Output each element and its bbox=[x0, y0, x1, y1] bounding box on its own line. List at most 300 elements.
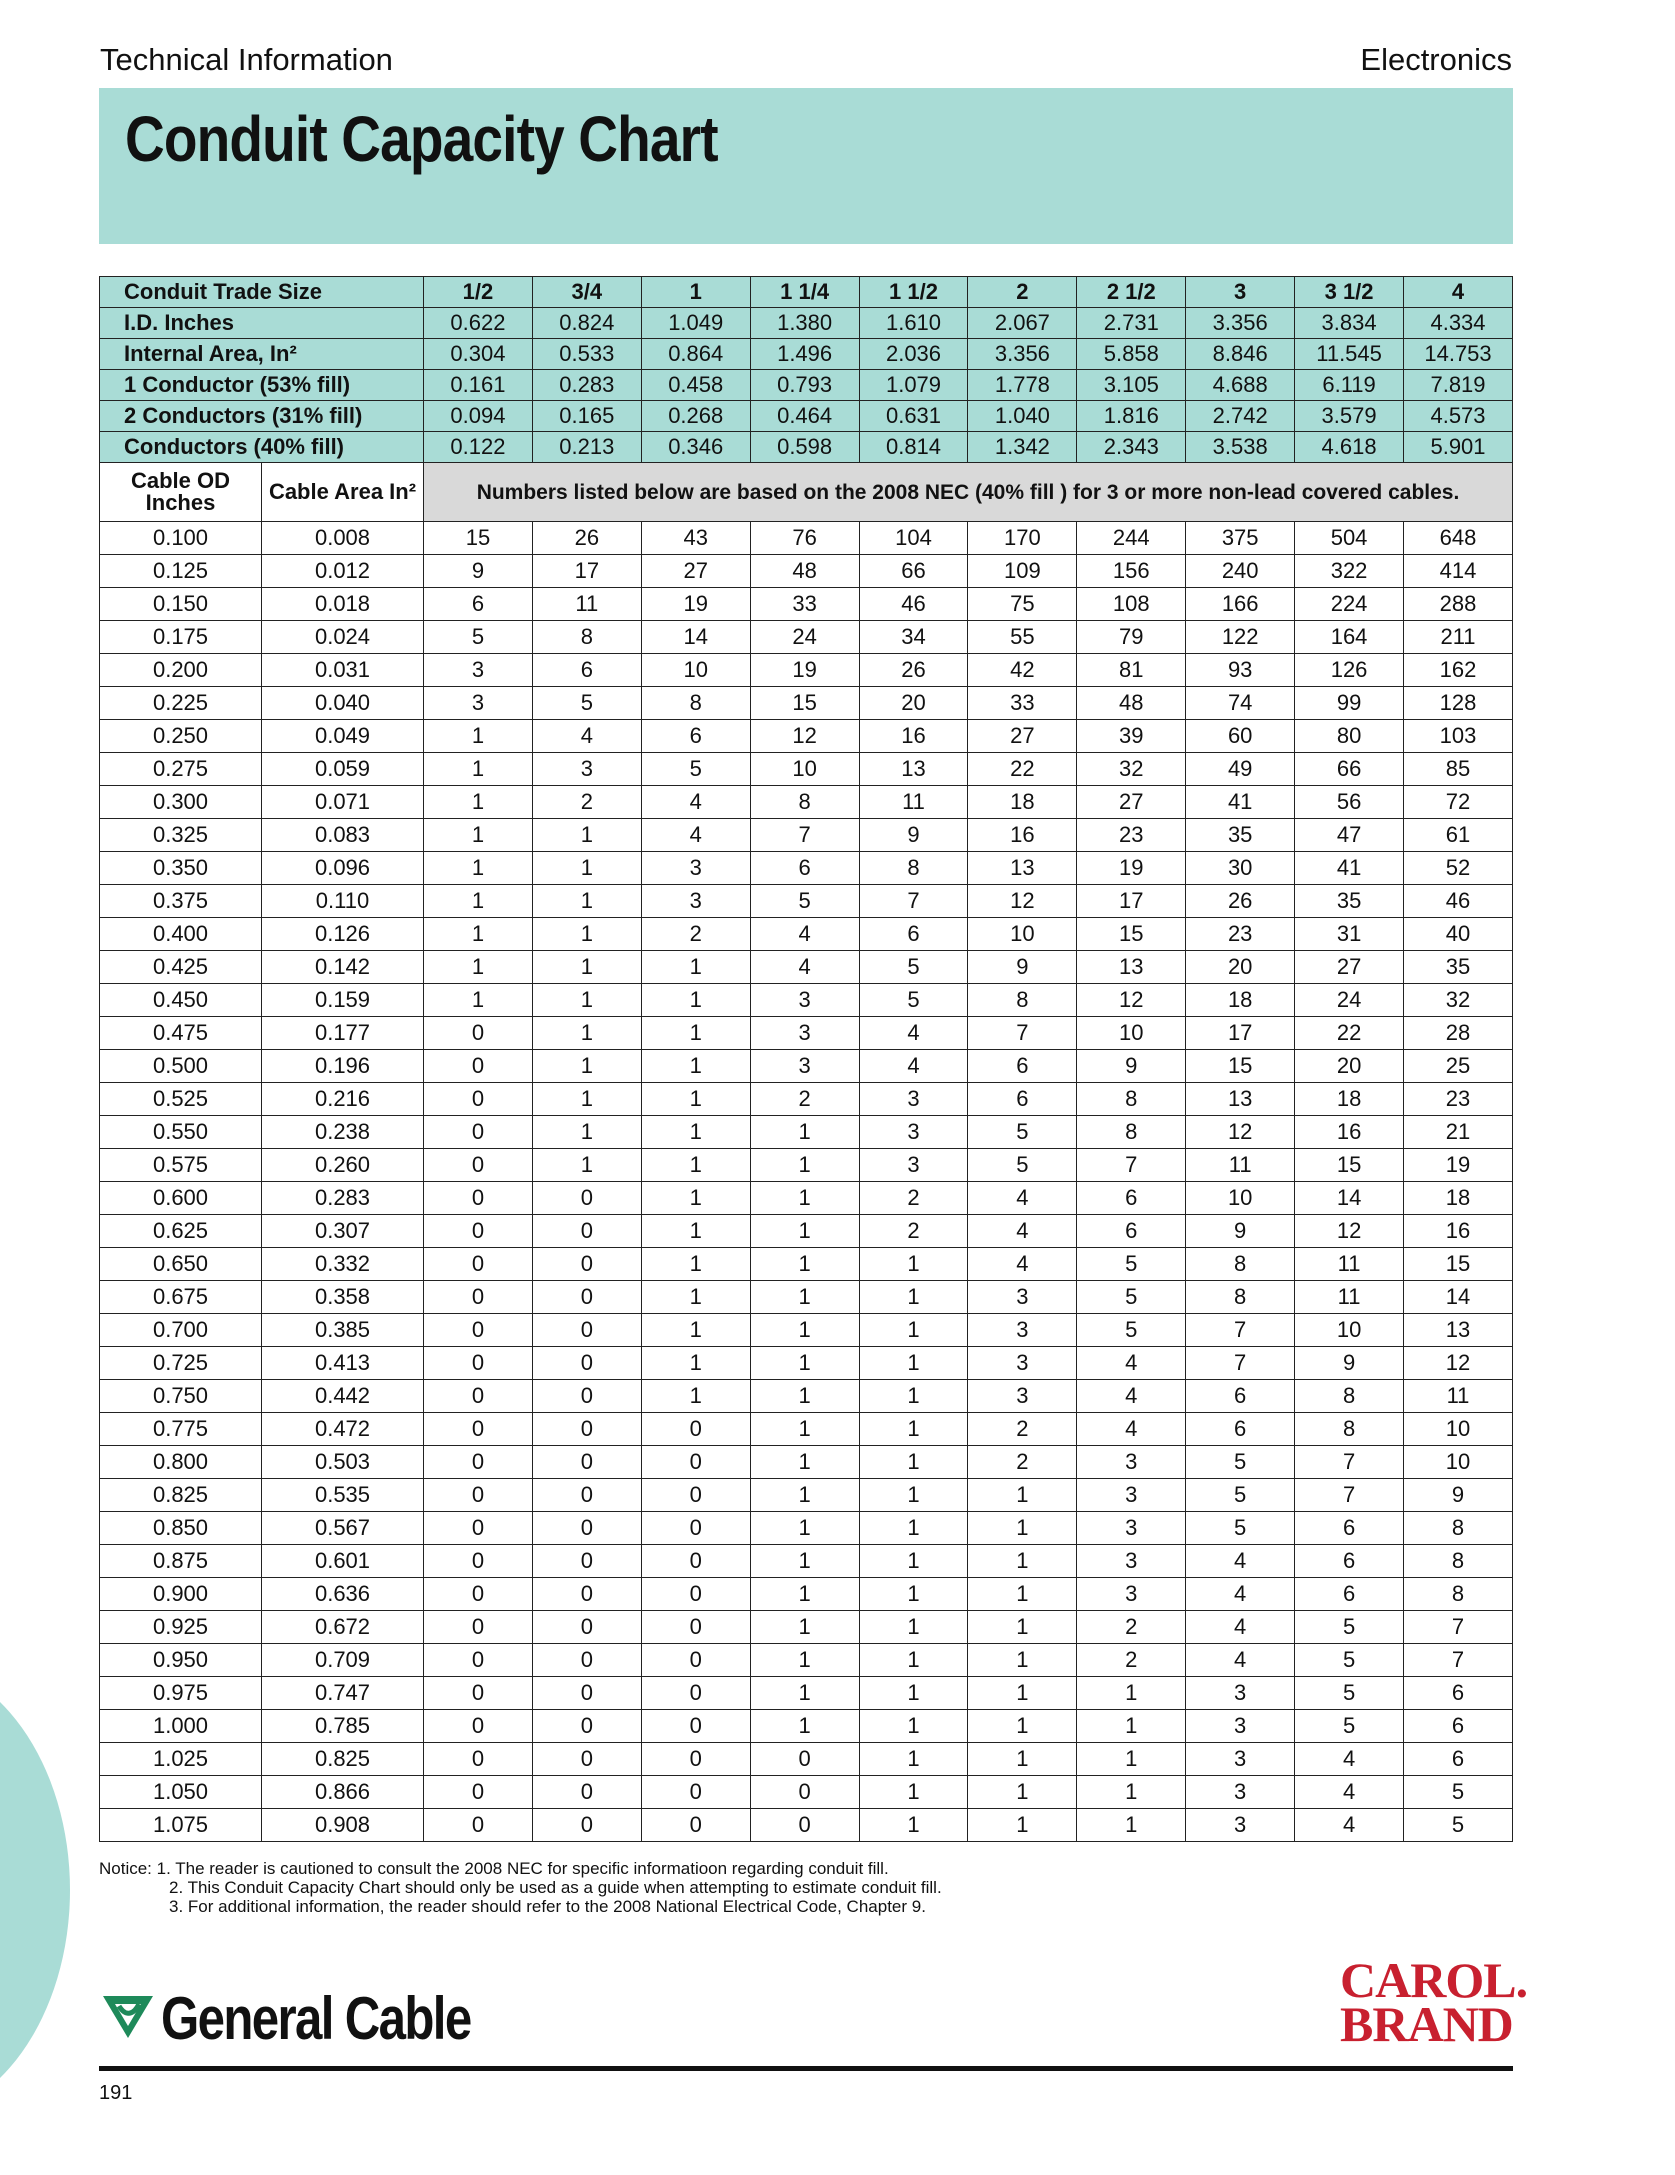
table-cell: 0.083 bbox=[262, 819, 424, 852]
table-cell: 18 bbox=[968, 786, 1077, 819]
table-cell: 3 bbox=[641, 852, 750, 885]
table-cell: 1 bbox=[859, 1512, 968, 1545]
carol-brand-line-1: CAROL. bbox=[1340, 1952, 1528, 2008]
table-cell: 3 bbox=[1077, 1578, 1186, 1611]
table-cell: 24 bbox=[750, 621, 859, 654]
table-row bbox=[100, 1182, 1513, 1215]
spec-label: I.D. Inches bbox=[100, 308, 424, 339]
spec-cell: 2 bbox=[968, 277, 1077, 308]
table-cell: 0 bbox=[424, 1017, 533, 1050]
table-cell: 4 bbox=[968, 1182, 1077, 1215]
table-cell: 0.110 bbox=[262, 885, 424, 918]
table-cell: 0.675 bbox=[100, 1281, 262, 1314]
spec-cell: 4.334 bbox=[1404, 308, 1513, 339]
table-cell: 43 bbox=[641, 522, 750, 555]
table-cell: 26 bbox=[532, 522, 641, 555]
table-cell: 0 bbox=[424, 1347, 533, 1380]
table-cell: 5 bbox=[1295, 1611, 1404, 1644]
table-cell: 10 bbox=[1404, 1413, 1513, 1446]
table-cell: 0.525 bbox=[100, 1083, 262, 1116]
table-cell: 1 bbox=[641, 1116, 750, 1149]
table-cell: 1 bbox=[750, 1479, 859, 1512]
table-cell: 1 bbox=[859, 1776, 968, 1809]
table-cell: 19 bbox=[1404, 1149, 1513, 1182]
table-cell: 4 bbox=[641, 819, 750, 852]
table-cell: 5 bbox=[532, 687, 641, 720]
table-cell: 13 bbox=[968, 852, 1077, 885]
table-cell: 1 bbox=[532, 819, 641, 852]
table-cell: 0.216 bbox=[262, 1083, 424, 1116]
table-cell: 22 bbox=[1295, 1017, 1404, 1050]
table-cell: 6 bbox=[1186, 1413, 1295, 1446]
table-row bbox=[100, 654, 1513, 687]
table-cell: 0.800 bbox=[100, 1446, 262, 1479]
table-cell: 0 bbox=[641, 1644, 750, 1677]
table-cell: 0.908 bbox=[262, 1809, 424, 1842]
table-cell: 56 bbox=[1295, 786, 1404, 819]
table-cell: 5 bbox=[1404, 1809, 1513, 1842]
table-cell: 164 bbox=[1295, 621, 1404, 654]
table-cell: 4 bbox=[641, 786, 750, 819]
conduit-capacity-table bbox=[99, 276, 1513, 1842]
table-cell: 1 bbox=[750, 1710, 859, 1743]
table-cell: 375 bbox=[1186, 522, 1295, 555]
table-cell: 2 bbox=[968, 1413, 1077, 1446]
spec-cell: 0.814 bbox=[859, 432, 968, 463]
spec-cell: 3.834 bbox=[1295, 308, 1404, 339]
table-cell: 0 bbox=[532, 1347, 641, 1380]
table-cell: 1 bbox=[968, 1545, 1077, 1578]
spec-cell: 0.458 bbox=[641, 370, 750, 401]
table-row bbox=[100, 588, 1513, 621]
table-cell: 0 bbox=[750, 1776, 859, 1809]
table-cell: 8 bbox=[968, 984, 1077, 1017]
table-cell: 13 bbox=[859, 753, 968, 786]
table-cell: 1 bbox=[424, 852, 533, 885]
table-cell: 0 bbox=[424, 1644, 533, 1677]
notice-line-2: 2. This Conduit Capacity Chart should only be used as a guide when attempting to estimate conduit fill. bbox=[169, 1878, 942, 1897]
spec-cell: 1 1/2 bbox=[859, 277, 968, 308]
table-cell: 0.125 bbox=[100, 555, 262, 588]
table-cell: 11 bbox=[1404, 1380, 1513, 1413]
table-cell: 0.400 bbox=[100, 918, 262, 951]
table-cell: 1 bbox=[859, 1578, 968, 1611]
table-cell: 6 bbox=[750, 852, 859, 885]
table-cell: 35 bbox=[1186, 819, 1295, 852]
table-cell: 35 bbox=[1295, 885, 1404, 918]
table-cell: 1 bbox=[968, 1644, 1077, 1677]
table-cell: 55 bbox=[968, 621, 1077, 654]
table-cell: 8 bbox=[750, 786, 859, 819]
table-cell: 15 bbox=[750, 687, 859, 720]
spec-cell: 3 bbox=[1186, 277, 1295, 308]
table-cell: 0.503 bbox=[262, 1446, 424, 1479]
table-cell: 0 bbox=[532, 1809, 641, 1842]
table-cell: 14 bbox=[1404, 1281, 1513, 1314]
table-cell: 0 bbox=[424, 1512, 533, 1545]
spec-cell: 0.622 bbox=[424, 308, 533, 339]
spec-cell: 0.304 bbox=[424, 339, 533, 370]
table-cell: 10 bbox=[750, 753, 859, 786]
table-cell: 1 bbox=[968, 1479, 1077, 1512]
table-cell: 7 bbox=[1404, 1644, 1513, 1677]
table-cell: 7 bbox=[1295, 1446, 1404, 1479]
table-cell: 16 bbox=[859, 720, 968, 753]
table-cell: 0 bbox=[532, 1743, 641, 1776]
notice bbox=[99, 1859, 942, 1916]
table-cell: 1 bbox=[750, 1512, 859, 1545]
table-cell: 4 bbox=[968, 1248, 1077, 1281]
table-cell: 1 bbox=[641, 1050, 750, 1083]
table-cell: 34 bbox=[859, 621, 968, 654]
table-cell: 0.040 bbox=[262, 687, 424, 720]
table-cell: 1 bbox=[641, 1083, 750, 1116]
table-cell: 126 bbox=[1295, 654, 1404, 687]
table-cell: 9 bbox=[968, 951, 1077, 984]
table-cell: 3 bbox=[1186, 1677, 1295, 1710]
table-cell: 8 bbox=[1404, 1512, 1513, 1545]
table-row bbox=[100, 1710, 1513, 1743]
table-cell: 3 bbox=[1077, 1479, 1186, 1512]
table-cell: 26 bbox=[1186, 885, 1295, 918]
table-row bbox=[100, 1446, 1513, 1479]
table-cell: 0.024 bbox=[262, 621, 424, 654]
spec-cell: 3.579 bbox=[1295, 401, 1404, 432]
table-cell: 23 bbox=[1404, 1083, 1513, 1116]
spec-cell: 3 1/2 bbox=[1295, 277, 1404, 308]
table-cell: 0.750 bbox=[100, 1380, 262, 1413]
spec-cell: 0.094 bbox=[424, 401, 533, 432]
table-cell: 4 bbox=[1295, 1809, 1404, 1842]
table-cell: 0 bbox=[641, 1446, 750, 1479]
table-cell: 21 bbox=[1404, 1116, 1513, 1149]
table-cell: 1 bbox=[641, 1248, 750, 1281]
table-cell: 1 bbox=[641, 984, 750, 1017]
table-cell: 0 bbox=[424, 1776, 533, 1809]
table-cell: 1 bbox=[859, 1809, 968, 1842]
decorative-arc bbox=[0, 1660, 70, 2120]
table-cell: 6 bbox=[641, 720, 750, 753]
table-cell: 5 bbox=[1295, 1710, 1404, 1743]
table-cell: 3 bbox=[1186, 1776, 1295, 1809]
table-cell: 1 bbox=[859, 1677, 968, 1710]
table-cell: 1 bbox=[641, 1380, 750, 1413]
table-cell: 11 bbox=[532, 588, 641, 621]
spec-cell: 3/4 bbox=[532, 277, 641, 308]
table-cell: 13 bbox=[1404, 1314, 1513, 1347]
table-cell: 7 bbox=[1186, 1314, 1295, 1347]
table-cell: 11 bbox=[1295, 1248, 1404, 1281]
table-cell: 10 bbox=[968, 918, 1077, 951]
table-cell: 27 bbox=[968, 720, 1077, 753]
table-cell: 0.300 bbox=[100, 786, 262, 819]
table-cell: 1 bbox=[641, 1347, 750, 1380]
table-cell: 1 bbox=[968, 1743, 1077, 1776]
table-cell: 5 bbox=[1077, 1314, 1186, 1347]
table-cell: 6 bbox=[1404, 1677, 1513, 1710]
table-cell: 162 bbox=[1404, 654, 1513, 687]
table-cell: 108 bbox=[1077, 588, 1186, 621]
table-cell: 66 bbox=[1295, 753, 1404, 786]
table-cell: 4 bbox=[1186, 1644, 1295, 1677]
table-cell: 27 bbox=[641, 555, 750, 588]
table-cell: 1 bbox=[750, 1413, 859, 1446]
table-cell: 6 bbox=[1295, 1545, 1404, 1578]
table-cell: 1.025 bbox=[100, 1743, 262, 1776]
table-cell: 0.413 bbox=[262, 1347, 424, 1380]
table-cell: 3 bbox=[750, 1017, 859, 1050]
table-row bbox=[100, 951, 1513, 984]
table-cell: 32 bbox=[1077, 753, 1186, 786]
table-cell: 31 bbox=[1295, 918, 1404, 951]
table-cell: 4 bbox=[750, 918, 859, 951]
table-cell: 0 bbox=[532, 1611, 641, 1644]
column-header-row bbox=[100, 463, 1513, 522]
table-cell: 7 bbox=[1404, 1611, 1513, 1644]
spec-cell: 1 bbox=[641, 277, 750, 308]
table-cell: 1 bbox=[859, 1644, 968, 1677]
table-cell: 0.142 bbox=[262, 951, 424, 984]
table-cell: 1 bbox=[641, 1182, 750, 1215]
table-cell: 5 bbox=[1295, 1677, 1404, 1710]
table-cell: 0.475 bbox=[100, 1017, 262, 1050]
table-cell: 0.175 bbox=[100, 621, 262, 654]
table-cell: 4 bbox=[1186, 1611, 1295, 1644]
table-cell: 4 bbox=[1077, 1347, 1186, 1380]
table-cell: 0 bbox=[424, 1677, 533, 1710]
spec-cell: 0.268 bbox=[641, 401, 750, 432]
table-row bbox=[100, 1116, 1513, 1149]
table-cell: 5 bbox=[1077, 1281, 1186, 1314]
table-cell: 6 bbox=[1077, 1182, 1186, 1215]
table-row bbox=[100, 1281, 1513, 1314]
table-cell: 8 bbox=[1404, 1578, 1513, 1611]
table-cell: 8 bbox=[1295, 1380, 1404, 1413]
table-cell: 19 bbox=[750, 654, 859, 687]
table-cell: 5 bbox=[1295, 1644, 1404, 1677]
table-cell: 1 bbox=[968, 1512, 1077, 1545]
table-cell: 1 bbox=[532, 984, 641, 1017]
table-cell: 0 bbox=[532, 1380, 641, 1413]
table-cell: 5 bbox=[859, 984, 968, 1017]
table-cell: 10 bbox=[1295, 1314, 1404, 1347]
table-cell: 33 bbox=[968, 687, 1077, 720]
table-cell: 0 bbox=[424, 1578, 533, 1611]
spec-cell: 1.040 bbox=[968, 401, 1077, 432]
table-cell: 0 bbox=[641, 1677, 750, 1710]
table-cell: 17 bbox=[532, 555, 641, 588]
table-row bbox=[100, 1776, 1513, 1809]
table-cell: 240 bbox=[1186, 555, 1295, 588]
table-row bbox=[100, 555, 1513, 588]
table-cell: 47 bbox=[1295, 819, 1404, 852]
table-cell: 0 bbox=[532, 1545, 641, 1578]
table-cell: 3 bbox=[750, 1050, 859, 1083]
table-cell: 11 bbox=[859, 786, 968, 819]
table-cell: 3 bbox=[1077, 1446, 1186, 1479]
table-cell: 3 bbox=[968, 1314, 1077, 1347]
table-cell: 0.150 bbox=[100, 588, 262, 621]
table-row bbox=[100, 720, 1513, 753]
spec-label: 1 Conductor (53% fill) bbox=[100, 370, 424, 401]
category-label: Electronics bbox=[1360, 42, 1512, 77]
table-cell: 18 bbox=[1295, 1083, 1404, 1116]
table-cell: 2 bbox=[641, 918, 750, 951]
table-cell: 6 bbox=[1186, 1380, 1295, 1413]
table-cell: 0 bbox=[641, 1578, 750, 1611]
table-cell: 0 bbox=[641, 1512, 750, 1545]
table-cell: 0 bbox=[641, 1479, 750, 1512]
spec-cell: 1.778 bbox=[968, 370, 1077, 401]
table-cell: 0 bbox=[532, 1644, 641, 1677]
table-cell: 75 bbox=[968, 588, 1077, 621]
table-cell: 0 bbox=[641, 1413, 750, 1446]
table-cell: 109 bbox=[968, 555, 1077, 588]
table-cell: 0.575 bbox=[100, 1149, 262, 1182]
table-cell: 0.425 bbox=[100, 951, 262, 984]
spec-cell: 3.356 bbox=[968, 339, 1077, 370]
table-cell: 0 bbox=[424, 1314, 533, 1347]
table-cell: 8 bbox=[532, 621, 641, 654]
spec-row bbox=[100, 308, 1513, 339]
table-cell: 224 bbox=[1295, 588, 1404, 621]
table-cell: 0 bbox=[424, 1710, 533, 1743]
table-cell: 0.059 bbox=[262, 753, 424, 786]
table-cell: 80 bbox=[1295, 720, 1404, 753]
table-cell: 11 bbox=[1186, 1149, 1295, 1182]
table-cell: 0 bbox=[532, 1281, 641, 1314]
spec-cell: 0.631 bbox=[859, 401, 968, 432]
spec-cell: 0.793 bbox=[750, 370, 859, 401]
table-cell: 15 bbox=[1404, 1248, 1513, 1281]
table-cell: 13 bbox=[1186, 1083, 1295, 1116]
table-cell: 504 bbox=[1295, 522, 1404, 555]
table-row bbox=[100, 852, 1513, 885]
table-row bbox=[100, 1347, 1513, 1380]
spec-cell: 5.858 bbox=[1077, 339, 1186, 370]
general-cable-mark-icon bbox=[99, 1986, 157, 2044]
table-cell: 1 bbox=[968, 1611, 1077, 1644]
table-cell: 9 bbox=[1186, 1215, 1295, 1248]
table-cell: 288 bbox=[1404, 588, 1513, 621]
spec-cell: 0.598 bbox=[750, 432, 859, 463]
table-cell: 1 bbox=[859, 1380, 968, 1413]
table-cell: 1 bbox=[532, 1116, 641, 1149]
table-cell: 0.600 bbox=[100, 1182, 262, 1215]
table-cell: 0.725 bbox=[100, 1347, 262, 1380]
table-cell: 0 bbox=[424, 1248, 533, 1281]
spec-cell: 1.610 bbox=[859, 308, 968, 339]
table-cell: 10 bbox=[1404, 1446, 1513, 1479]
table-row bbox=[100, 1479, 1513, 1512]
table-cell: 10 bbox=[641, 654, 750, 687]
table-cell: 0 bbox=[532, 1248, 641, 1281]
table-cell: 7 bbox=[968, 1017, 1077, 1050]
table-cell: 19 bbox=[1077, 852, 1186, 885]
spec-cell: 5.901 bbox=[1404, 432, 1513, 463]
table-cell: 1.050 bbox=[100, 1776, 262, 1809]
spec-cell: 2.742 bbox=[1186, 401, 1295, 432]
spec-cell: 0.161 bbox=[424, 370, 533, 401]
table-cell: 8 bbox=[859, 852, 968, 885]
table-cell: 0.177 bbox=[262, 1017, 424, 1050]
table-cell: 20 bbox=[859, 687, 968, 720]
table-cell: 5 bbox=[968, 1116, 1077, 1149]
table-cell: 0.238 bbox=[262, 1116, 424, 1149]
title-banner bbox=[99, 88, 1513, 244]
table-cell: 7 bbox=[1186, 1347, 1295, 1380]
table-cell: 0 bbox=[424, 1809, 533, 1842]
table-cell: 3 bbox=[968, 1347, 1077, 1380]
table-cell: 0 bbox=[532, 1215, 641, 1248]
fill-basis-note: Numbers listed below are based on the 2008 NEC (40% fill ) for 3 or more non-lead covered cables. bbox=[424, 463, 1513, 522]
table-cell: 5 bbox=[859, 951, 968, 984]
table-cell: 0.747 bbox=[262, 1677, 424, 1710]
table-cell: 122 bbox=[1186, 621, 1295, 654]
table-cell: 26 bbox=[859, 654, 968, 687]
table-cell: 1 bbox=[750, 1347, 859, 1380]
spec-cell: 3.538 bbox=[1186, 432, 1295, 463]
table-row bbox=[100, 885, 1513, 918]
spec-cell: 0.464 bbox=[750, 401, 859, 432]
table-cell: 3 bbox=[859, 1149, 968, 1182]
table-cell: 0 bbox=[424, 1413, 533, 1446]
table-cell: 0 bbox=[641, 1776, 750, 1809]
table-cell: 6 bbox=[1404, 1743, 1513, 1776]
table-cell: 12 bbox=[1295, 1215, 1404, 1248]
table-cell: 1 bbox=[424, 951, 533, 984]
table-cell: 79 bbox=[1077, 621, 1186, 654]
table-cell: 40 bbox=[1404, 918, 1513, 951]
spec-cell: 1/2 bbox=[424, 277, 533, 308]
table-row bbox=[100, 1677, 1513, 1710]
table-cell: 6 bbox=[1295, 1578, 1404, 1611]
table-cell: 1 bbox=[1077, 1710, 1186, 1743]
table-cell: 1 bbox=[750, 1644, 859, 1677]
table-cell: 0 bbox=[424, 1182, 533, 1215]
table-cell: 22 bbox=[968, 753, 1077, 786]
table-cell: 9 bbox=[1077, 1050, 1186, 1083]
table-cell: 1 bbox=[859, 1347, 968, 1380]
table-cell: 4 bbox=[532, 720, 641, 753]
spec-cell: 8.846 bbox=[1186, 339, 1295, 370]
table-cell: 1 bbox=[750, 1149, 859, 1182]
spec-cell: 4.688 bbox=[1186, 370, 1295, 401]
table-cell: 5 bbox=[1077, 1248, 1186, 1281]
spec-cell: 7.819 bbox=[1404, 370, 1513, 401]
table-cell: 1 bbox=[750, 1545, 859, 1578]
table-cell: 0.825 bbox=[100, 1479, 262, 1512]
table-cell: 0 bbox=[424, 1215, 533, 1248]
table-cell: 8 bbox=[1295, 1413, 1404, 1446]
table-cell: 0.550 bbox=[100, 1116, 262, 1149]
table-cell: 46 bbox=[859, 588, 968, 621]
table-cell: 12 bbox=[750, 720, 859, 753]
table-cell: 74 bbox=[1186, 687, 1295, 720]
table-cell: 1 bbox=[750, 1578, 859, 1611]
table-cell: 1 bbox=[750, 1677, 859, 1710]
column-header-area: Cable Area In² bbox=[262, 463, 424, 522]
table-cell: 0.900 bbox=[100, 1578, 262, 1611]
spec-row bbox=[100, 432, 1513, 463]
spec-label: Internal Area, In² bbox=[100, 339, 424, 370]
table-row bbox=[100, 1809, 1513, 1842]
table-cell: 2 bbox=[1077, 1611, 1186, 1644]
table-cell: 8 bbox=[1077, 1116, 1186, 1149]
table-cell: 2 bbox=[859, 1182, 968, 1215]
spec-cell: 6.119 bbox=[1295, 370, 1404, 401]
table-cell: 1 bbox=[750, 1116, 859, 1149]
